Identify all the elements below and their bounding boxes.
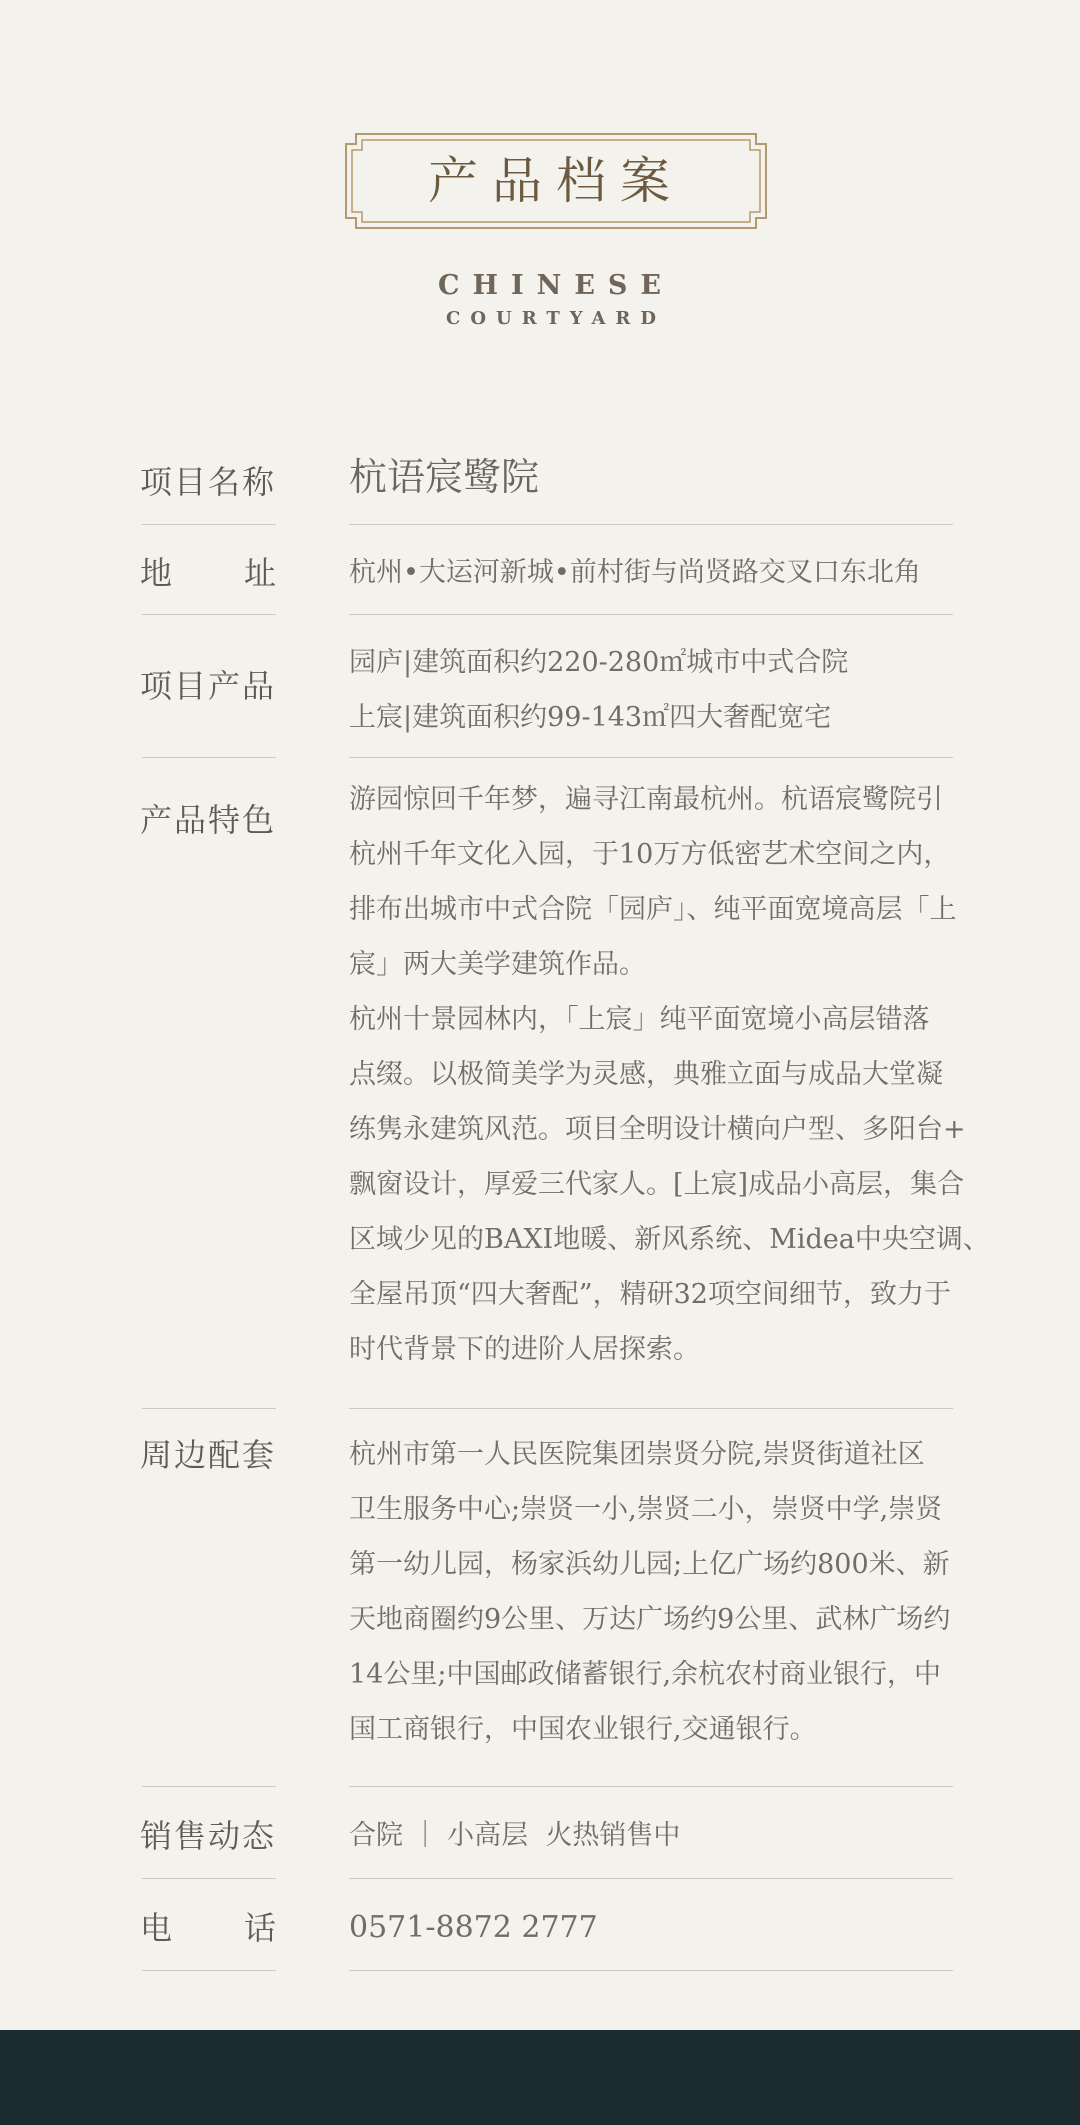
features-line: 排布出城市中式合院「园庐」、纯平面宽境高层「上 (349, 894, 957, 925)
features-line: 时代背景下的进阶人居探索。 (349, 1334, 700, 1365)
divider (349, 614, 953, 615)
label-phone-char1: 电 (140, 1909, 173, 1947)
footer-band (0, 2030, 1080, 2125)
label-product: 项目产品 (140, 667, 277, 705)
divider (349, 1878, 953, 1879)
divider (349, 1408, 953, 1409)
divider (142, 524, 276, 525)
divider (142, 757, 276, 758)
surroundings-line: 第一幼儿园，杨家浜幼儿园;上亿广场约800米、新 (349, 1549, 950, 1580)
title-frame (344, 132, 768, 230)
divider (142, 1878, 276, 1879)
surroundings-line: 杭州市第一人民医院集团崇贤分院,崇贤街道社区 (349, 1439, 925, 1470)
value-address: 杭州•大运河新城•前村街与尚贤路交叉口东北角 (349, 557, 921, 588)
features-line: 区域少见的BAXI地暖、新风系统、Midea中央空调、 (349, 1224, 990, 1255)
label-address (140, 553, 276, 593)
features-line: 杭州千年文化入园，于10万方低密艺术空间之内， (349, 839, 951, 870)
label-features: 产品特色 (140, 801, 277, 839)
subtitle-chinese: CHINESE (438, 270, 674, 301)
divider (349, 524, 953, 525)
divider (349, 1970, 953, 1971)
divider (142, 1786, 276, 1787)
features-line: 练隽永建筑风范。项目全明设计横向户型、多阳台+ (349, 1114, 966, 1145)
value-sales: 合院 ｜ 小高层 火热销售中 (349, 1820, 681, 1851)
product-line: 园庐|建筑面积约220-280㎡城市中式合院 (349, 647, 849, 678)
features-line: 杭州十景园林内，「上宸」纯平面宽境小高层错落 (349, 1004, 930, 1035)
surroundings-line: 国工商银行，中国农业银行,交通银行。 (349, 1714, 817, 1745)
value-features (349, 772, 990, 1377)
label-project-name: 项目名称 (140, 463, 277, 501)
divider (142, 1970, 276, 1971)
features-line: 全屋吊顶“四大奢配”，精研32项空间细节，致力于 (349, 1279, 951, 1310)
value-phone[interactable]: 0571-8872 2777 (349, 1910, 598, 1945)
value-product (349, 635, 969, 745)
value-surroundings (349, 1427, 969, 1757)
surroundings-line: 天地商圈约9公里、万达广场约9公里、武林广场约 (349, 1604, 951, 1635)
label-sales: 销售动态 (140, 1817, 277, 1855)
label-surroundings: 周边配套 (140, 1436, 277, 1474)
divider (349, 1786, 953, 1787)
label-address-char1: 地 (140, 554, 173, 592)
value-project-name: 杭语宸鹭院 (349, 455, 540, 499)
page-title: 产品档案 (428, 152, 684, 210)
label-address-char2: 址 (244, 554, 277, 592)
features-line: 点缀。以极简美学为灵感，典雅立面与成品大堂凝 (349, 1059, 943, 1090)
divider (142, 1408, 276, 1409)
divider (349, 757, 953, 758)
label-phone (140, 1908, 276, 1948)
subtitle-courtyard: COURTYARD (446, 308, 666, 329)
surroundings-line: 14公里;中国邮政储蓄银行,余杭农村商业银行，中 (349, 1659, 942, 1690)
surroundings-line: 卫生服务中心;崇贤一小,崇贤二小，崇贤中学,崇贤 (349, 1494, 943, 1525)
divider (142, 614, 276, 615)
features-line: 飘窗设计，厚爱三代家人。[上宸]成品小高层，集合 (349, 1169, 965, 1200)
label-phone-char2: 话 (244, 1909, 277, 1947)
features-line: 游园惊回千年梦，遍寻江南最杭州。杭语宸鹭院引 (349, 784, 943, 815)
features-line: 宸」两大美学建筑作品。 (349, 949, 646, 980)
product-line: 上宸|建筑面积约99-143㎡四大奢配宽宅 (349, 702, 832, 733)
